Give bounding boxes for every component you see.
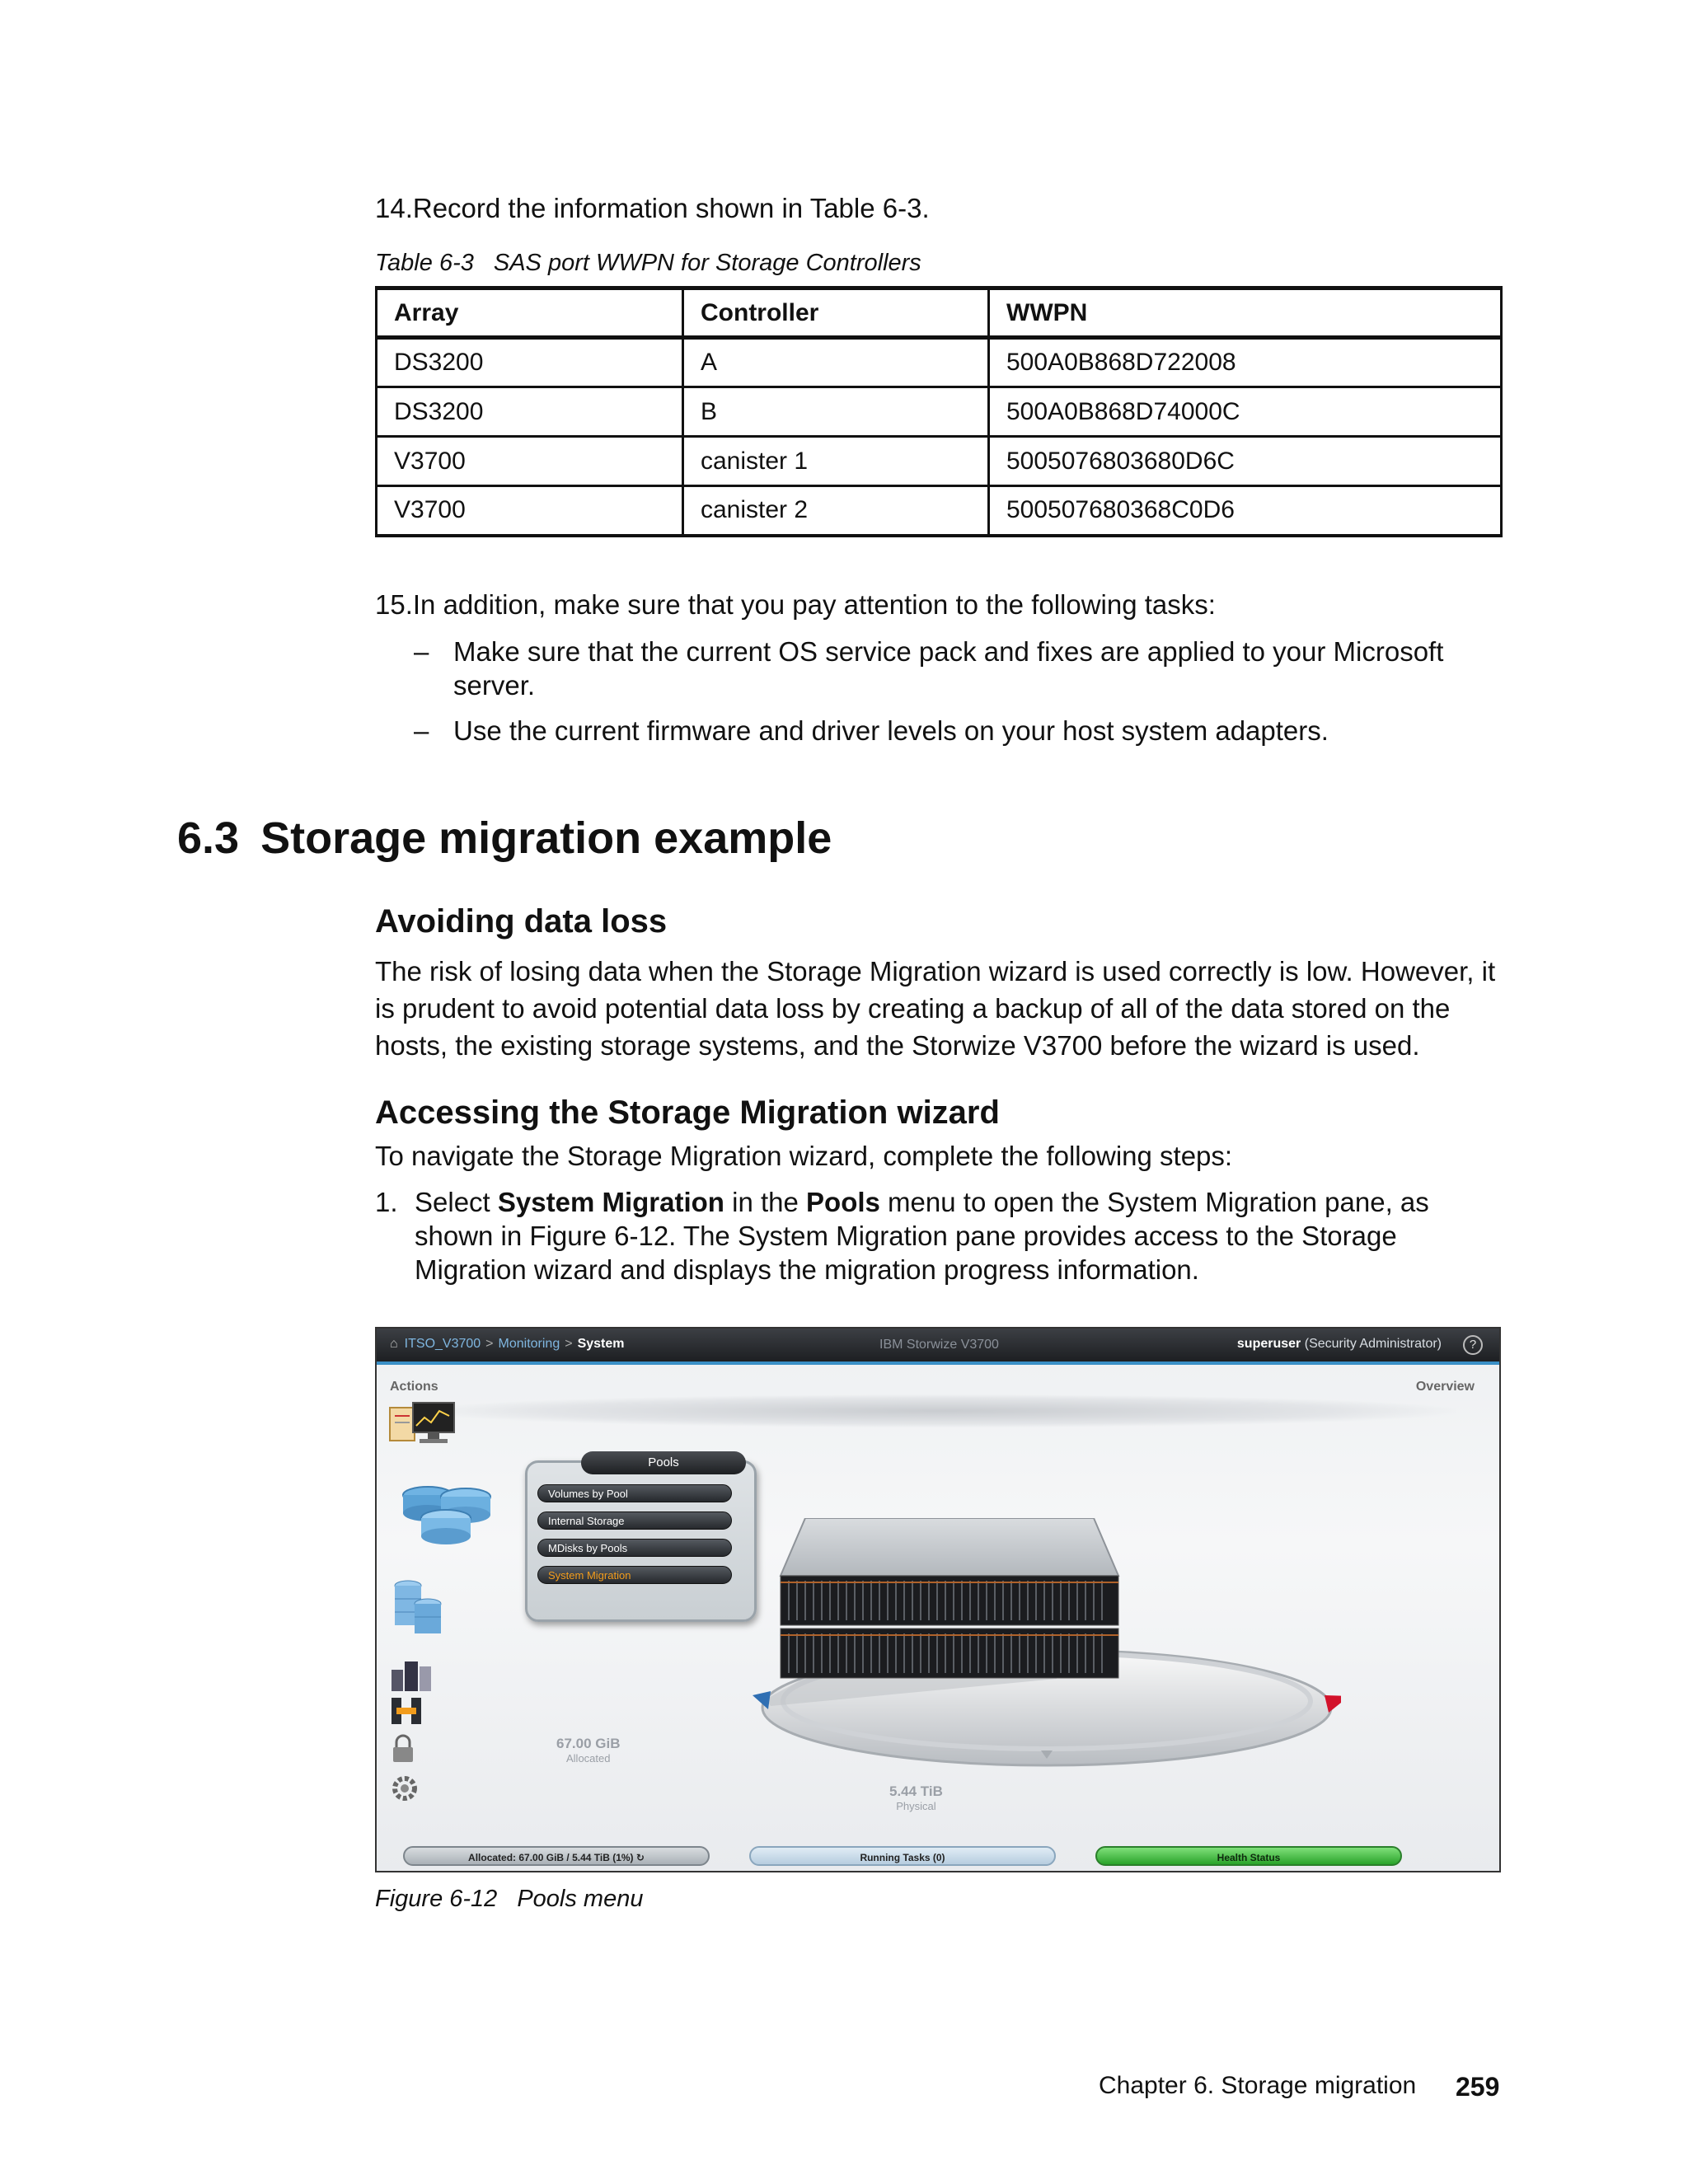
list-item	[414, 635, 1502, 702]
menu-item-volumes-by-pool[interactable]: Volumes by Pool	[537, 1484, 732, 1502]
physical-label: Physical	[896, 1800, 936, 1812]
step-15-number: 15.	[375, 589, 413, 620]
menu-item-system-migration[interactable]: System Migration	[537, 1566, 732, 1584]
cell-controller: canister 1	[683, 437, 989, 486]
volumes-icon[interactable]	[388, 1576, 454, 1640]
cell-controller: A	[683, 338, 989, 387]
running-tasks-bar[interactable]: Running Tasks (0)	[749, 1846, 1056, 1866]
storage-system-graphic[interactable]	[748, 1518, 1341, 1815]
allocated-status-bar[interactable]	[403, 1846, 710, 1866]
header-array: Array	[377, 288, 683, 338]
product-name: IBM Storwize V3700	[879, 1338, 999, 1352]
cell-wwpn: 500A0B868D74000C	[989, 387, 1502, 437]
health-status-bar[interactable]: Health Status	[1095, 1846, 1402, 1866]
access-heading: Accessing the Storage Migration wizard	[375, 1094, 1000, 1131]
user-role: (Security Administrator)	[1304, 1337, 1442, 1351]
step-14-number: 14.	[375, 193, 413, 223]
section-number: 6.3	[177, 813, 240, 863]
allocated-label: Allocated	[566, 1752, 611, 1765]
dash-bullet: –	[414, 636, 429, 667]
settings-gear-icon[interactable]	[388, 1772, 429, 1807]
overview-label[interactable]: Overview	[1415, 1380, 1475, 1394]
dash-bullet: –	[414, 715, 429, 746]
breadcrumb	[390, 1337, 624, 1352]
pools-menu-title: Pools	[581, 1451, 746, 1474]
cell-array: DS3200	[377, 338, 683, 387]
monitoring-icon[interactable]	[388, 1401, 459, 1451]
user-info[interactable]	[1237, 1337, 1442, 1352]
cell-wwpn: 500507680368C0D6	[989, 486, 1502, 536]
table-caption	[375, 250, 921, 277]
page-number: 259	[1456, 2072, 1500, 2102]
step-1-pre: Select	[415, 1187, 498, 1217]
breadcrumb-system: System	[577, 1337, 625, 1351]
table-row	[377, 486, 1502, 536]
enclosure-front	[781, 1576, 1118, 1678]
cell-array: V3700	[377, 486, 683, 536]
cell-controller: B	[683, 387, 989, 437]
access-lock-icon[interactable]	[388, 1732, 429, 1765]
home-icon[interactable]: ⌂	[390, 1337, 398, 1351]
cell-wwpn: 500A0B868D722008	[989, 338, 1502, 387]
shelf-shadow	[426, 1394, 1456, 1427]
breadcrumb-separator: >	[565, 1337, 573, 1351]
physical-capacity	[889, 1783, 943, 1812]
figure-caption-number: Figure 6-12	[375, 1886, 498, 1912]
footer-chapter: Chapter 6. Storage migration	[1099, 2072, 1417, 2099]
breadcrumb-monitoring[interactable]: Monitoring	[498, 1337, 560, 1351]
step-1-bold-system-migration: System Migration	[497, 1187, 724, 1217]
figure-caption-text: Pools menu	[517, 1886, 644, 1912]
step-1-bold-pools: Pools	[806, 1187, 880, 1217]
access-intro: To navigate the Storage Migration wizard, complete the following steps:	[375, 1141, 1233, 1171]
hosts-icon[interactable]	[388, 1657, 438, 1693]
user-name: superuser	[1236, 1337, 1301, 1351]
cell-array: V3700	[377, 437, 683, 486]
step-1-text	[415, 1185, 1504, 1286]
figure-caption	[375, 1886, 643, 1913]
table-row	[377, 338, 1502, 387]
enclosure-top	[781, 1518, 1118, 1576]
cell-controller: canister 2	[683, 486, 989, 536]
actions-label[interactable]: Actions	[390, 1380, 438, 1394]
physical-value: 5.44 TiB	[889, 1783, 943, 1799]
cell-array: DS3200	[377, 387, 683, 437]
list-item	[414, 714, 1502, 748]
step-1-number: 1.	[375, 1187, 398, 1217]
step-15-text: In addition, make sure that you pay attention to the following tasks:	[412, 589, 1216, 620]
avoid-heading: Avoiding data loss	[375, 903, 668, 940]
figure-screenshot	[375, 1327, 1501, 1872]
table-caption-number: Table 6-3	[375, 250, 474, 276]
avoid-paragraph: The risk of losing data when the Storage Migration wizard is used correctly is low. However, it is prudent to avoid potential data loss by creating a backup of all of the data stored on the hosts, the existing storage systems, and the Storwize V3700 before the wizard is used.	[375, 956, 1496, 1061]
step-1	[375, 1185, 1504, 1286]
table-row	[377, 387, 1502, 437]
pools-icon[interactable]	[388, 1467, 504, 1549]
step-14-text: Record the information shown in Table 6-3.	[412, 193, 930, 223]
allocated-value: 67.00 GiB	[556, 1736, 621, 1751]
list-item-text: Make sure that the current OS service pack and fixes are applied to your Microsoft server.	[453, 636, 1444, 701]
step-1-mid: in the	[724, 1187, 807, 1217]
header-controller: Controller	[683, 288, 989, 338]
step-14	[375, 191, 930, 225]
table-caption-text: SAS port WWPN for Storage Controllers	[493, 250, 921, 276]
breadcrumb-system-name[interactable]: ITSO_V3700	[404, 1337, 481, 1351]
pools-menu	[525, 1455, 757, 1622]
breadcrumb-separator: >	[485, 1337, 494, 1351]
section-heading	[177, 813, 832, 864]
cell-wwpn: 5005076803680D6C	[989, 437, 1502, 486]
menu-item-mdisks-by-pools[interactable]: MDisks by Pools	[537, 1539, 732, 1557]
help-icon[interactable]: ?	[1463, 1335, 1483, 1355]
section-title: Storage migration example	[260, 813, 832, 863]
step-15	[375, 588, 1504, 621]
step-1-post: menu to open the System Migration pane, as shown in Figure 6-12. The System Migration pane provides access to the Storage Migration wizard and displays the migration progress information.	[415, 1187, 1429, 1285]
menu-item-internal-storage[interactable]: Internal Storage	[537, 1511, 732, 1530]
wwpn-table	[375, 286, 1503, 537]
table-row	[377, 437, 1502, 486]
allocated-status-text: Allocated: 67.00 GiB / 5.44 TiB (1%)	[468, 1852, 634, 1863]
copy-services-icon[interactable]	[388, 1696, 429, 1727]
list-item-text: Use the current firmware and driver levels on your host system adapters.	[453, 715, 1329, 746]
refresh-icon[interactable]: ↻	[635, 1852, 645, 1863]
top-bar	[377, 1329, 1499, 1365]
allocated-capacity	[556, 1736, 621, 1765]
table-header-row	[377, 288, 1502, 338]
header-wwpn: WWPN	[989, 288, 1502, 338]
